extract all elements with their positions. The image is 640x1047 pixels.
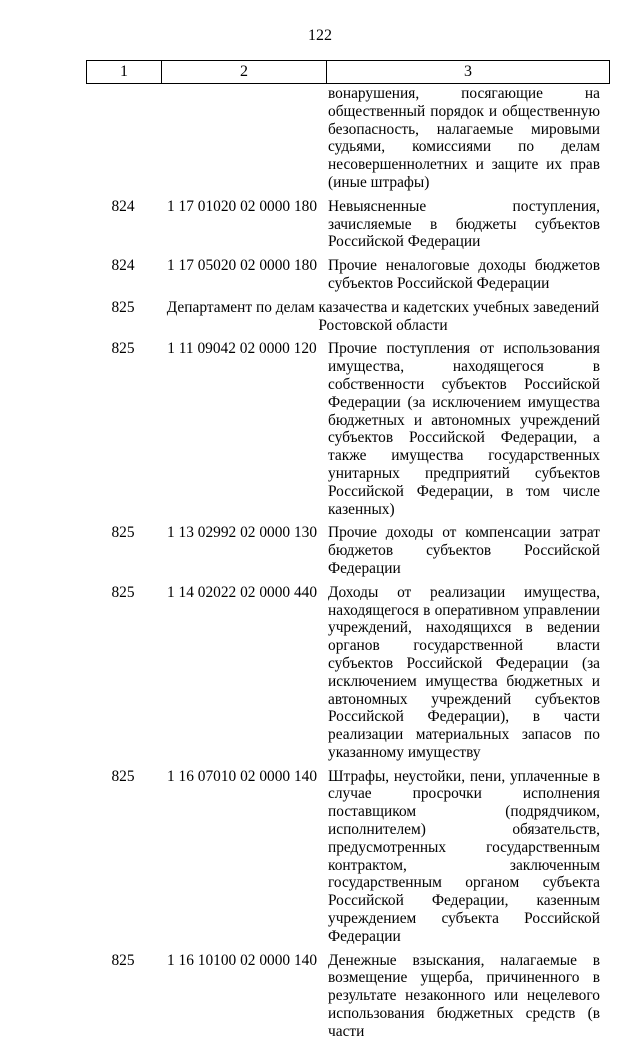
income-description: Прочие поступления от использования имущества, находящегося в собственности субъектов Российской Федерации (за исключением имущества бюджетных и автономных учреждений субъектов Российской Федерации, а также имущества государственных унитарных предприятий субъектов Российской Федерации, в том числе казенных) — [328, 340, 600, 518]
table-row — [0, 198, 640, 251]
kbk-code: 1 16 10100 02 0000 140 — [166, 951, 318, 969]
table-header — [86, 60, 610, 84]
kbk-code: 1 16 07010 02 0000 140 — [166, 767, 318, 785]
admin-code: 824 — [111, 257, 135, 275]
admin-code: 825 — [111, 340, 135, 358]
admin-code: 825 — [111, 767, 135, 785]
income-description: Доходы от реализации имущества, находящегося в оперативном управлении учреждений, находящихся в ведении органов государственной власти субъектов Российской Федерации (за исключением имущества бюджетных и автономных учреждений субъектов Российской Федерации), в части реализации материальных запасов по указанному имуществу — [328, 583, 600, 761]
table-row — [0, 524, 640, 577]
admin-code: 825 — [111, 524, 135, 542]
table-row — [0, 584, 640, 762]
kbk-code: 1 13 02992 02 0000 130 — [166, 524, 318, 542]
income-description: Денежные взыскания, налагаемые в возмещение ущерба, причиненного в результате незаконного или нецелевого использования бюджетных средств (в части — [328, 951, 600, 1040]
table-row — [0, 952, 640, 1041]
header-col2: 2 — [162, 61, 327, 84]
page-number: 122 — [308, 27, 332, 44]
admin-code: 824 — [111, 197, 135, 215]
admin-code: 825 — [111, 951, 135, 969]
kbk-code: 1 11 09042 02 0000 120 — [167, 340, 317, 358]
admin-code: 825 — [111, 298, 135, 316]
table-row — [0, 340, 640, 518]
table-row — [0, 257, 640, 293]
income-description: Прочие неналоговые доходы бюджетов субъектов Российской Федерации — [328, 257, 600, 292]
continuation-row — [0, 85, 640, 192]
income-description: Невыясненные поступления, зачисляемые в бюджеты субъектов Российской Федерации — [328, 197, 600, 251]
section-row — [0, 299, 640, 335]
table-body — [0, 85, 640, 1047]
header-col3: 3 — [327, 61, 610, 84]
kbk-code: 1 14 02022 02 0000 440 — [166, 583, 318, 601]
kbk-code: 1 17 05020 02 0000 180 — [166, 257, 318, 275]
section-title: Департамент по делам казачества и кадетских учебных заведений Ростовской области — [166, 298, 600, 334]
header-col1: 1 — [87, 61, 162, 84]
table-row — [0, 768, 640, 946]
income-description: Штрафы, неустойки, пени, уплаченные в случае просрочки исполнения поставщиком (подрядчиком, исполнителем) обязательств, предусмотренных государственным контрактом, заключенным государственным органом субъекта Российской Федерации, казенным учреждением субъекта Российской Федерации — [328, 767, 600, 945]
continuation-text: вонарушения, посягающие на общественный порядок и общественную безопасность, налагаемые мировыми судьями, комиссиями по делам несовершеннолетних и защите их прав (иные штрафы) — [328, 85, 600, 191]
admin-code: 825 — [111, 583, 135, 601]
income-description: Прочие доходы от компенсации затрат бюджетов субъектов Российской Федерации — [328, 524, 600, 577]
kbk-code: 1 17 01020 02 0000 180 — [166, 197, 318, 215]
